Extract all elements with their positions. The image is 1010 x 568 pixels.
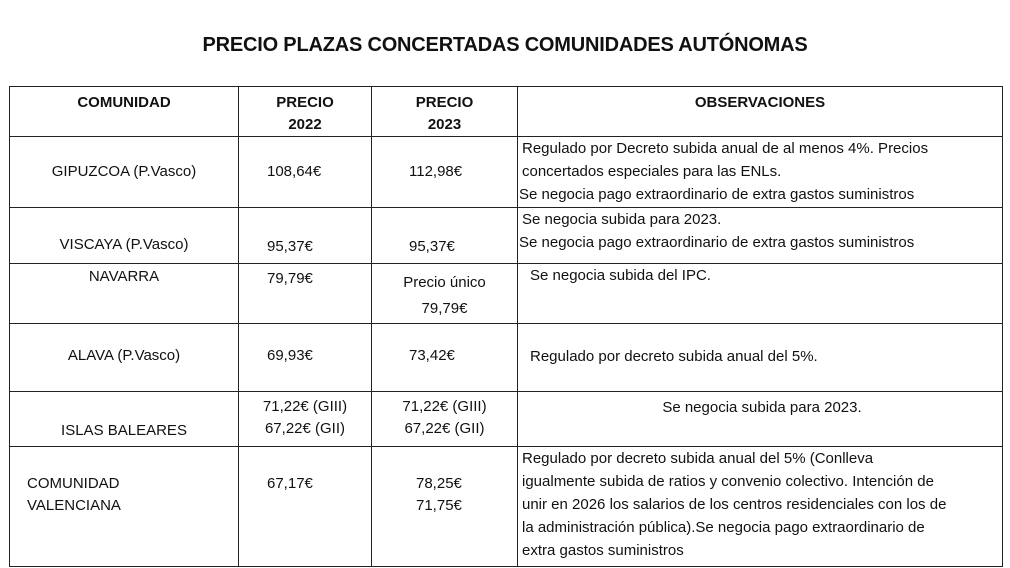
- cell-observaciones: Regulado por Decreto subida anual de al menos 4%. Precios concertados especiales para las ENLs. Se negocia pago extraordinario de extra gastos suministros: [518, 137, 1003, 208]
- header-precio-2023: PRECIO 2023: [372, 87, 518, 137]
- table-row: [10, 208, 1003, 264]
- cell-observaciones: Regulado por decreto subida anual del 5%.: [518, 324, 1003, 392]
- cell-comunidad: VISCAYA (P.Vasco): [10, 208, 239, 264]
- cell-observaciones: Regulado por decreto subida anual del 5% (Conlleva igualmente subida de ratios y convenio colectivo. Intención de unir en 2026 los salarios de los centros residenciales con los de la administración pública).Se negocia pago extraordinario de extra gastos suministros: [518, 447, 1003, 567]
- table-row: [10, 392, 1003, 447]
- header-precio-2022: PRECIO 2022: [239, 87, 372, 137]
- cell-precio-2023: 78,25€ 71,75€: [372, 447, 518, 567]
- table-header-row: [10, 87, 1003, 137]
- cell-precio-2023: 71,22€ (GIII) 67,22€ (GII): [372, 392, 518, 447]
- cell-observaciones: Se negocia subida para 2023.: [518, 392, 1003, 447]
- cell-observaciones: Se negocia subida del IPC.: [518, 264, 1003, 324]
- cell-precio-2023: 95,37€: [372, 208, 518, 264]
- table-row: [10, 137, 1003, 208]
- table-row: [10, 264, 1003, 324]
- table-row: [10, 447, 1003, 567]
- cell-comunidad: COMUNIDAD VALENCIANA: [10, 447, 239, 567]
- table-row: [10, 324, 1003, 392]
- prices-table: [9, 86, 1003, 567]
- cell-precio-2022: 71,22€ (GIII) 67,22€ (GII): [239, 392, 372, 447]
- cell-comunidad: ALAVA (P.Vasco): [10, 324, 239, 392]
- cell-precio-2022: 95,37€: [239, 208, 372, 264]
- header-comunidad: COMUNIDAD: [10, 87, 239, 137]
- cell-precio-2022: 67,17€: [239, 447, 372, 567]
- header-observaciones: OBSERVACIONES: [518, 87, 1003, 137]
- cell-precio-2023: 112,98€: [372, 137, 518, 208]
- cell-comunidad: NAVARRA: [10, 264, 239, 324]
- cell-observaciones: Se negocia subida para 2023. Se negocia pago extraordinario de extra gastos suministros: [518, 208, 1003, 264]
- cell-precio-2022: 69,93€: [239, 324, 372, 392]
- cell-precio-2022: 108,64€: [239, 137, 372, 208]
- cell-precio-2023: 73,42€: [372, 324, 518, 392]
- cell-comunidad: GIPUZCOA (P.Vasco): [10, 137, 239, 208]
- cell-comunidad: ISLAS BALEARES: [10, 392, 239, 447]
- cell-precio-2023: Precio único 79,79€: [372, 264, 518, 324]
- document-title: PRECIO PLAZAS CONCERTADAS COMUNIDADES AUTÓNOMAS: [202, 34, 808, 56]
- cell-precio-2022: 79,79€: [239, 264, 372, 324]
